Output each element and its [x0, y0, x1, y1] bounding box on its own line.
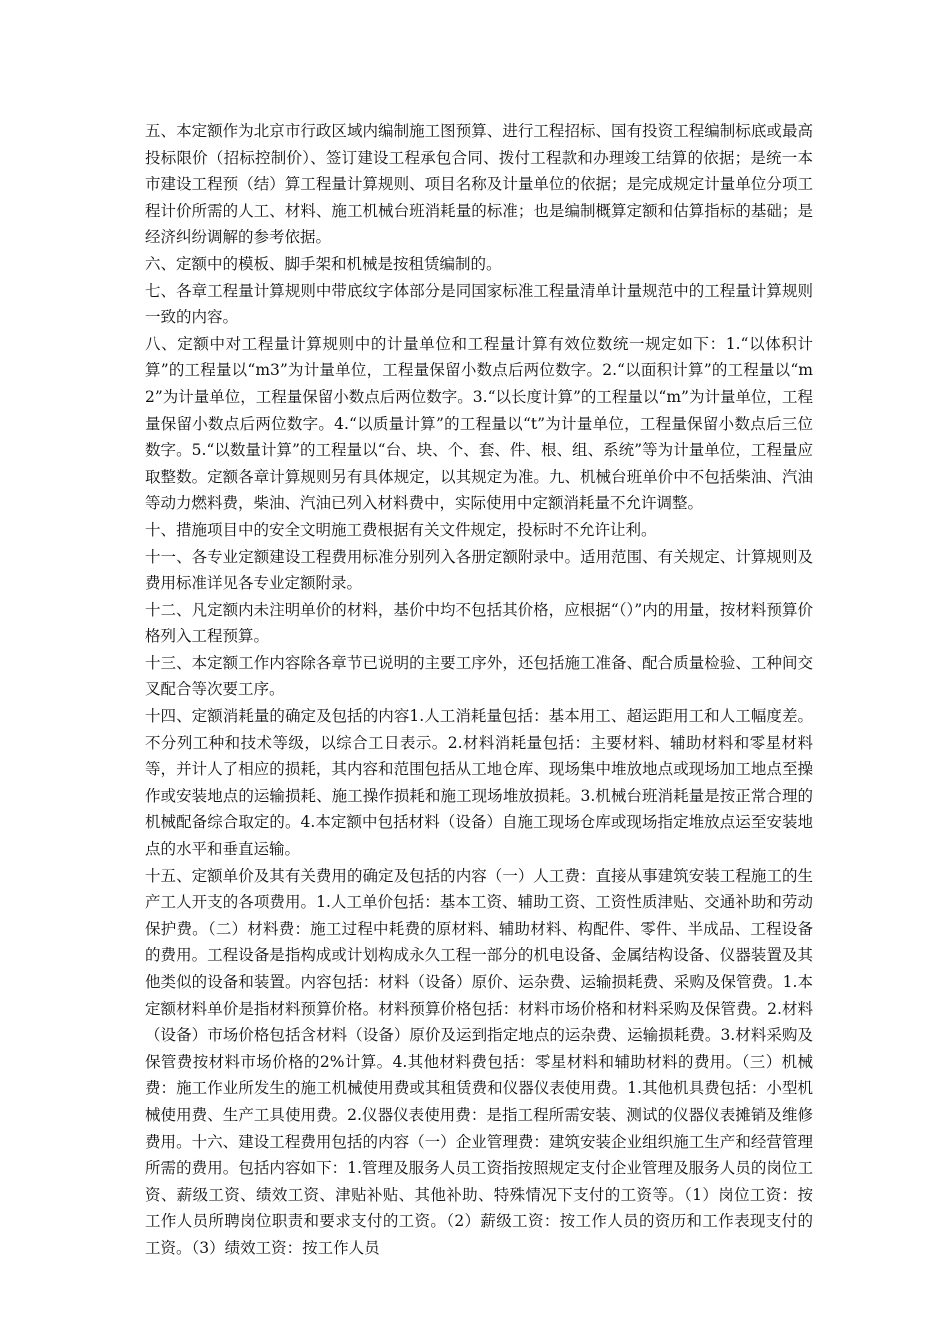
paragraph-item-12: 十二、凡定额内未注明单价的材料，基价中均不包括其价格，应根据“（）”内的用量，按材料预算价格列入工程预算。	[145, 600, 813, 646]
paragraph-item-5: 五、本定额作为北京市行政区域内编制施工图预算、进行工程招标、国有投资工程编制标底或最高投标限价（招标控制价）、签订建设工程承包合同、拨付工程款和办理竣工结算的依据；是统一本市建设工程预（结）算工程量计算规则、项目名称及计量单位的依据；是完成规定计量单位分项工程计价所需的人工、材料、施工机械台班消耗量的标准；也是编制概算定额和估算指标的基础；是经济纠纷调解的参考依据。	[145, 122, 813, 247]
paragraph-item-14: 十四、定额消耗量的确定及包括的内容1.人工消耗量包括：基本用工、超运距用工和人工幅度差。不分列工种和技术等级，以综合工日表示。2.材料消耗量包括：主要材料、辅助材料和零星材料等，并计人了相应的损耗，其内容和范围包括从工地仓库、现场集中堆放地点或现场加工地点至操作或安装地点的运输损耗、施工操作损耗和施工现场堆放损耗。3.机械台班消耗量是按正常合理的机械配备综合取定的。4.本定额中包括材料（设备）自施工现场仓库或现场指定堆放点运至安装地点的水平和垂直运输。	[145, 707, 813, 859]
paragraph-item-6: 六、定额中的模板、脚手架和机械是按租赁编制的。	[145, 254, 502, 273]
document-body	[145, 118, 813, 1262]
paragraph-item-15: 十五、定额单价及其有关费用的确定及包括的内容（一）人工费：直接从事建筑安装工程施工的生产工人开支的各项费用。1.人工单价包括：基本工资、辅助工资、工资性质津贴、交通补助和劳动保护费。（二）材料费：施工过程中耗费的原材料、辅助材料、构配件、零件、半成品、工程设备的费用。工程设备是指构成或计划构成永久工程一部分的机电设备、金属结构设备、仪器装置及其他类似的设备和装置。内容包括：材料（设备）原价、运杂费、运输损耗费、采购及保管费。1.本定额材料单价是指材料预算价格。材料预算价格包括：材料市场价格和材料采购及保管费。2.材料（设备）市场价格包括含材料（设备）原价及运到指定地点的运杂费、运输损耗费。3.材料采购及保管费按材料市场价格的2%计算。4.其他材料费包括：零星材料和辅助材料的费用。（三）机械费：施工作业所发生的施工机械使用费或其租赁费和仪器仪表使用费。1.其他机具费包括：小型机械使用费、生产工具使用费。2.仪器仪表使用费：是指工程所需安装、测试的仪器仪表摊销及维修费用。十六、建设工程费用包括的内容（一）企业管理费：建筑安装企业组织施工生产和经营管理所需的费用。包括内容如下：1.管理及服务人员工资指按照规定支付企业管理及服务人员的岗位工资、薪级工资、绩效工资、津贴补贴、其他补助、特殊情况下支付的工资等。（1）岗位工资：按工作人员所聘岗位职责和要求支付的工资。（2）薪级工资：按工作人员的资历和工作表现支付的工资。（3）绩效工资：按工作人员	[145, 866, 813, 1257]
paragraph-item-10: 十、措施项目中的安全文明施工费根据有关文件规定，投标时不允许让利。	[145, 520, 657, 539]
paragraph-item-11: 十一、各专业定额建设工程费用标准分别列入各册定额附录中。适用范围、有关规定、计算规则及费用标准详见各专业定额附录。	[145, 547, 813, 593]
paragraph-item-8: 八、定额中对工程量计算规则中的计量单位和工程量计算有效位数统一规定如下：1.“以体积计算”的工程量以“m3”为计量单位，工程量保留小数点后两位数字。2.“以面积计算”的工程量以“m2”为计量单位，工程量保留小数点后两位数字。3.“以长度计算”的工程量以“m”为计量单位，工程量保留小数点后两位数字。4.“以质量计算”的工程量以“t”为计量单位，工程量保留小数点后三位数字。5.“以数量计算”的工程量以“台、块、个、套、件、根、组、系统”等为计量单位，工程量应取整数。定额各章计算规则另有具体规定，以其规定为准。九、机械台班单价中不包括柴油、汽油等动力燃料费，柴油、汽油已列入材料费中，实际使用中定额消耗量不允许调整。	[145, 334, 813, 513]
paragraph-item-13: 十三、本定额工作内容除各章节已说明的主要工序外，还包括施工准备、配合质量检验、工种间交叉配合等次要工序。	[145, 653, 813, 699]
paragraph-item-7: 七、各章工程量计算规则中带底纹字体部分是同国家标准工程量清单计量规范中的工程量计算规则一致的内容。	[145, 281, 813, 327]
